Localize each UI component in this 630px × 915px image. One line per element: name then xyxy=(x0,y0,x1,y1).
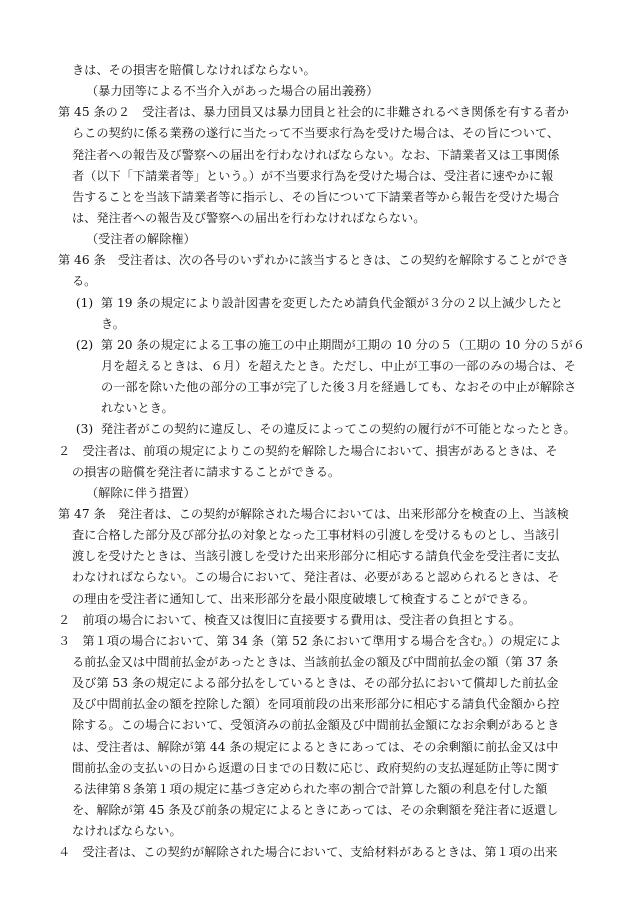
list-item: (3) 発注者がこの契約に違反し、その違反によってこの契約の履行が不可能となったとき。 xyxy=(72,422,576,437)
text-line: らこの契約に係る業務の遂行に当たって不当要求行為を受けた場合は、その旨について、 xyxy=(72,126,560,141)
list-item: (2) 第 20 条の規定による工事の施工の中止期間が工期の 10 分の５（工期の 10 分の５が６ xyxy=(72,337,586,352)
text-line: 間前払金の支払いの日から返還の日までの日数に応じ、政府契約の支払遅延防止等に関す xyxy=(72,760,560,775)
text-line: は、発注者への報告及び警察への届出を行わなければならない。 xyxy=(72,210,426,225)
text-line: る法律第８条第１項の規定に基づき定められた率の割合で計算した額の利息を付した額 xyxy=(72,781,548,796)
article-45-2-start: 第 45 条の２ 受注者は、暴力団員又は暴力団員と社会的に非難されるべき関係を有する者か xyxy=(58,105,569,120)
text-line: れないとき。 xyxy=(101,401,174,416)
text-line: 及び第 53 条の規定による部分払をしているときは、その部分払において償却した前払金 xyxy=(72,676,559,691)
text-line: は、受注者は、解除が第 44 条の規定によるときにあっては、その余剰額に前払金又は中 xyxy=(72,739,559,754)
text-line: きは、その損害を賠償しなければならない。 xyxy=(72,63,316,77)
section-heading: （暴力団等による不当介入があった場合の届出義務） xyxy=(86,84,379,99)
section-heading: （解除に伴う措置） xyxy=(86,485,196,500)
text-line: 及び中間前払金の額を控除した額）を同項前段の出来形部分に相応する請負代金額から控 xyxy=(72,697,560,712)
text-line: 発注者への報告及び警察への届出を行わなければならない。なお、下請業者又は工事関係 xyxy=(72,147,560,162)
section-heading: （受注者の解除権） xyxy=(86,232,196,247)
text-line: 査に合格した部分及び部分払の対象となった工事材料の引渡しを受けるものとし、当該引 xyxy=(72,528,560,543)
text-line: き。 xyxy=(101,316,125,331)
article-46-start: 第 46 条 受注者は、次の各号のいずれかに該当するときは、この契約を解除することができ xyxy=(58,253,569,268)
text-line: の理由を受注者に通知して、出来形部分を最小限度破壊して検査することができる。 xyxy=(72,591,535,606)
text-line: 月を超えるときは、６月）を超えたとき。ただし、中止が工事の一部のみの場合は、そ xyxy=(101,358,576,373)
text-line: なければならない。 xyxy=(72,824,182,839)
article-47-start: 第 47 条 発注者は、この契約が解除された場合においては、出来形部分を検査の上、当該検 xyxy=(58,506,569,521)
text-line: の一部を除いた他の部分の工事が完了した後３月を経過しても、なおその中止が解除さ xyxy=(101,380,577,395)
text-line: 渡しを受けたときは、当該引渡しを受けた出来形部分に相応する請負代金を受注者に支払 xyxy=(72,549,560,564)
text-line: 告することを当該下請業者等に指示し、その旨について下請業者等から報告を受けた場合 xyxy=(72,189,560,204)
text-line: わなければならない。この場合において、発注者は、必要があると認められるときは、そ xyxy=(72,570,560,585)
paragraph-start: ２ 前項の場合において、検査又は復旧に直接要する費用は、受注者の負担とする。 xyxy=(58,612,521,627)
text-line: 者（以下「下請業者等」という。）が不当要求行為を受けた場合は、受注者に速やかに報 xyxy=(72,168,554,183)
text-line: を、解除が第 45 条及び前条の規定によるときにあっては、その余剰額を発注者に返還し xyxy=(72,802,559,817)
paragraph-start: ４ 受注者は、この契約が解除された場合において、支給材料があるときは、第１項の出来 xyxy=(58,845,558,860)
text-line: る前払金又は中間前払金があったときは、当該前払金の額及び中間前払金の額（第 37 条 xyxy=(72,654,559,669)
paragraph-start: ２ 受注者は、前項の規定によりこの契約を解除した場合において、損害があるときは、そ xyxy=(58,443,558,458)
text-line: る。 xyxy=(72,274,97,289)
paragraph-start: ３ 第１項の場合において、第 34 条（第 52 条において準用する場合を含む。）の規定によ xyxy=(58,633,562,648)
list-item: (1) 第 19 条の規定により設計図書を変更したため請負代金額が３分の２以上減少したと xyxy=(72,295,563,310)
text-line: の損害の賠償を発注者に請求することができる。 xyxy=(72,464,341,479)
text-line: 除する。この場合において、受領済みの前払金額及び中間前払金額になお余剰があるとき xyxy=(72,718,560,733)
